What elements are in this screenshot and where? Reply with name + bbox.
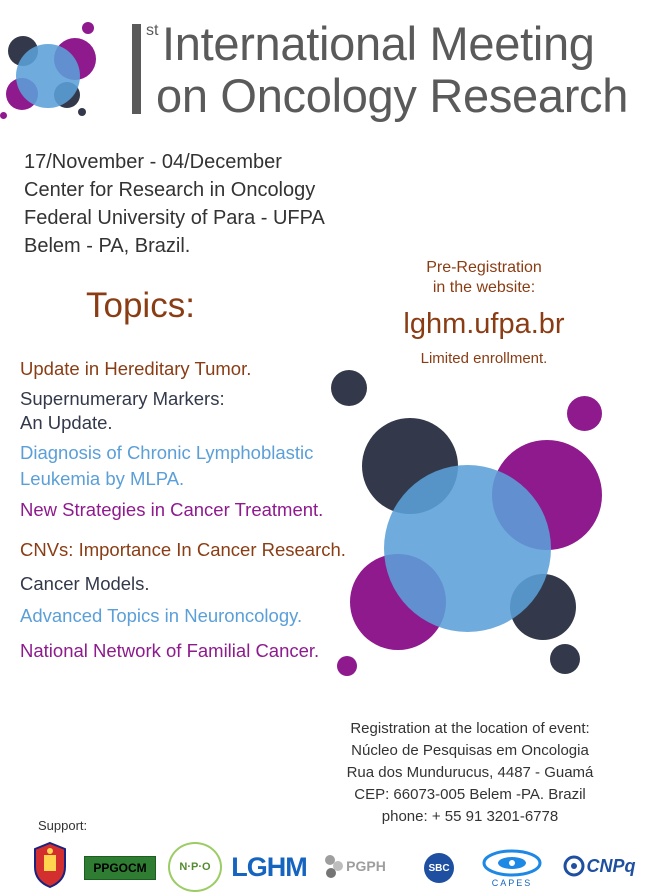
topic-item: Supernumerary Markers:	[20, 388, 225, 409]
cnpq-logo-text: CNPq	[586, 855, 636, 876]
event-location: Belem - PA, Brazil.	[24, 235, 191, 257]
event-info	[24, 148, 325, 260]
dark-dot	[331, 370, 367, 406]
topic-item: An Update.	[20, 412, 113, 433]
topic-item: Diagnosis of Chronic Lymphoblastic	[20, 442, 314, 463]
pgph-mark-icon	[324, 853, 344, 879]
cnpq-logo	[554, 848, 644, 884]
npo-logo	[168, 842, 222, 892]
sbc-logo-text: SBC	[428, 862, 450, 874]
pgph-logo	[322, 850, 388, 882]
blue-circle	[384, 465, 551, 632]
limited-enrollment-note: Limited enrollment.	[420, 350, 548, 367]
prereg-url-link[interactable]: lghm.ufpa.br	[403, 308, 565, 340]
title-superscript: st	[146, 22, 159, 39]
lghm-logo	[226, 850, 312, 884]
purple-dot	[567, 396, 602, 431]
title-line-2: on Oncology Research	[156, 69, 629, 122]
event-university: Federal University of Para - UFPA	[24, 207, 325, 229]
npo-logo-text: N·P·O	[179, 861, 211, 873]
title-line-1: International Meeting	[162, 17, 595, 70]
tiny-purple-dot	[0, 112, 7, 119]
topic-item: New Strategies in Cancer Treatment.	[20, 499, 324, 520]
registration-block	[320, 718, 620, 828]
topic-item: Advanced Topics in Neuroncology.	[20, 605, 303, 626]
topic-item: National Network of Familial Cancer.	[20, 640, 320, 661]
topic-item: CNVs: Importance In Cancer Research.	[20, 539, 346, 560]
capes-logo-text: CAPES	[491, 878, 533, 888]
lghm-logo-text: LGHM	[231, 851, 307, 882]
registration-street: Rua dos Mundurucus, 4487 - Guamá	[346, 764, 594, 781]
ppgocm-logo-text: PPGOCM	[93, 861, 147, 875]
event-center: Center for Research in Oncology	[24, 179, 316, 201]
topic-item: Update in Hereditary Tumor.	[20, 358, 252, 379]
registration-center: Núcleo de Pesquisas em Oncologia	[351, 742, 589, 759]
small-dark-dot	[78, 108, 86, 116]
prereg-line-2: in the website:	[432, 279, 536, 296]
small-purple-dot	[82, 22, 94, 34]
topic-item: Cancer Models.	[20, 573, 150, 594]
event-dates: 17/November - 04/December	[24, 151, 282, 173]
registration-heading: Registration at the location of event:	[350, 720, 590, 737]
dark-dot	[550, 644, 580, 674]
blue-circle	[16, 44, 80, 108]
ppgocm-logo	[84, 856, 156, 880]
purple-dot	[337, 656, 357, 676]
support-label: Support:	[38, 818, 88, 833]
prereg-line-1: Pre-Registration	[426, 259, 542, 276]
cnpq-mark-icon	[563, 855, 585, 877]
capes-logo	[478, 844, 546, 892]
title-bar	[132, 24, 141, 114]
capes-mark-icon	[482, 848, 542, 878]
preregistration-block	[400, 258, 568, 370]
topics-heading: Topics:	[86, 286, 195, 325]
ufpa-crest-icon	[30, 840, 70, 890]
topic-item: Leukemia by MLPA.	[20, 468, 185, 489]
pgph-logo-text: PGPH	[346, 858, 386, 874]
sbc-logo	[414, 846, 464, 890]
registration-phone: phone: + 55 91 3201-6778	[381, 808, 559, 825]
registration-cep: CEP: 66073-005 Belem -PA. Brazil	[354, 786, 586, 803]
